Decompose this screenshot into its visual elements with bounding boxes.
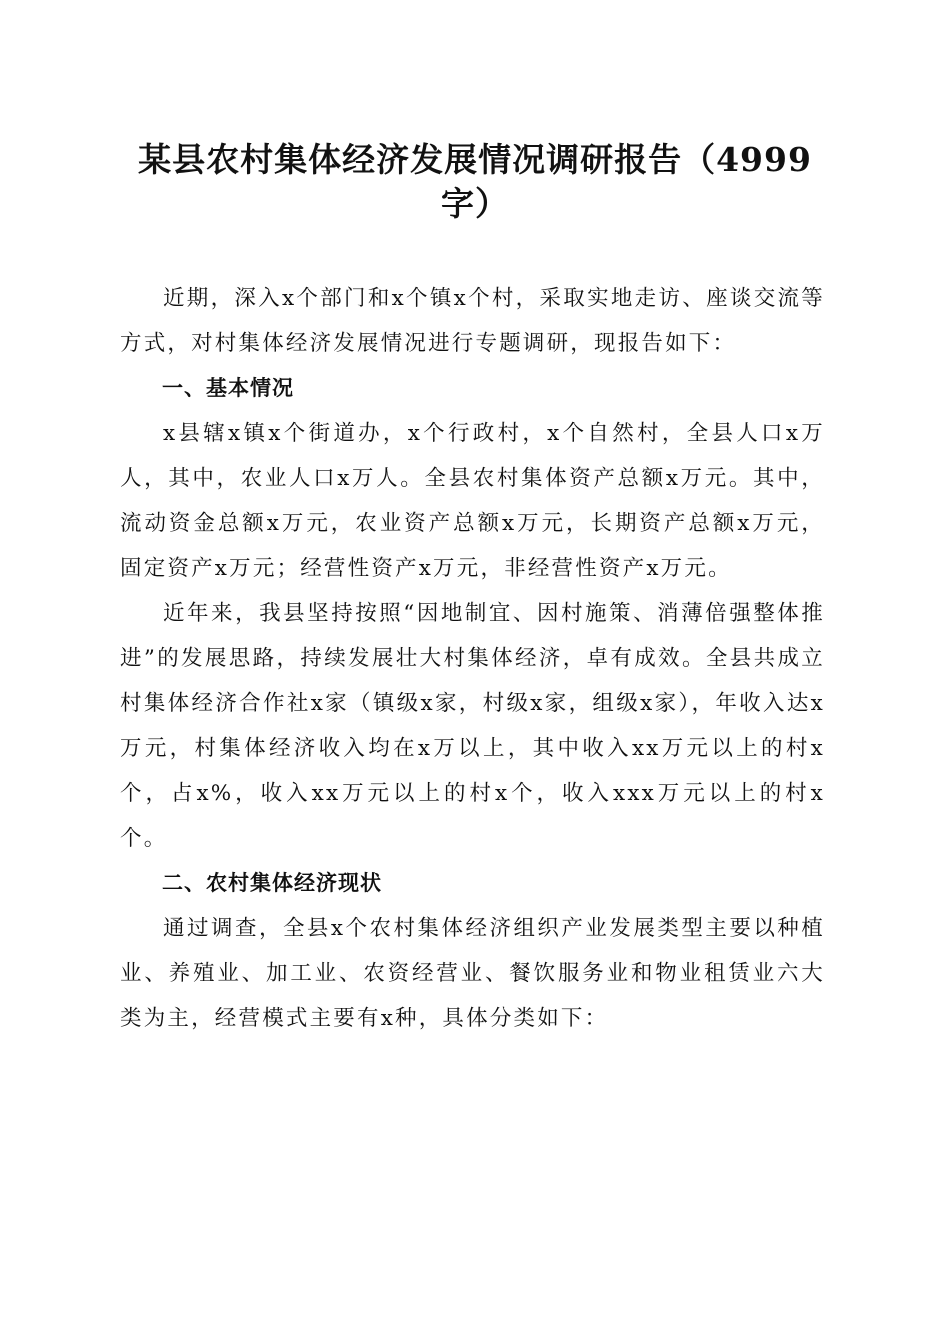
- basic-situation-paragraph-1: x县辖x镇x个街道办，x个行政村，x个自然村，全县人口x万人，其中，农业人口x万人。全县农村集体资产总额x万元。其中，流动资金总额x万元，农业资产总额x万元，长期资产总额x万元，固定资产x万元；经营性资产x万元，非经营性资产x万元。: [120, 421, 825, 581]
- document-body: [120, 276, 825, 1041]
- section-heading-current-status: 二、农村集体经济现状: [162, 871, 382, 895]
- section-heading-basic-situation: 一、基本情况: [162, 376, 294, 400]
- current-status-paragraph-1: 通过调查，全县x个农村集体经济组织产业发展类型主要以种植业、养殖业、加工业、农资经营业、餐饮服务业和物业租赁业六大类为主，经营模式主要有x种，具体分类如下：: [120, 916, 825, 1031]
- document-title: 某县农村集体经济发展情况调研报告（4999字）: [138, 140, 812, 223]
- basic-situation-paragraph-2: 近年来，我县坚持按照“因地制宜、因村施策、消薄倍强整体推进”的发展思路，持续发展壮大村集体经济，卓有成效。全县共成立村集体经济合作社x家（镇级x家，村级x家，组级x家），年收入达x万元，村集体经济收入均在x万以上，其中收入xx万元以上的村x个，占x%，收入xx万元以上的村x个，收入xxx万元以上的村x个。: [120, 601, 825, 851]
- intro-paragraph: 近期，深入x个部门和x个镇x个村，采取实地走访、座谈交流等方式，对村集体经济发展情况进行专题调研，现报告如下：: [120, 286, 825, 356]
